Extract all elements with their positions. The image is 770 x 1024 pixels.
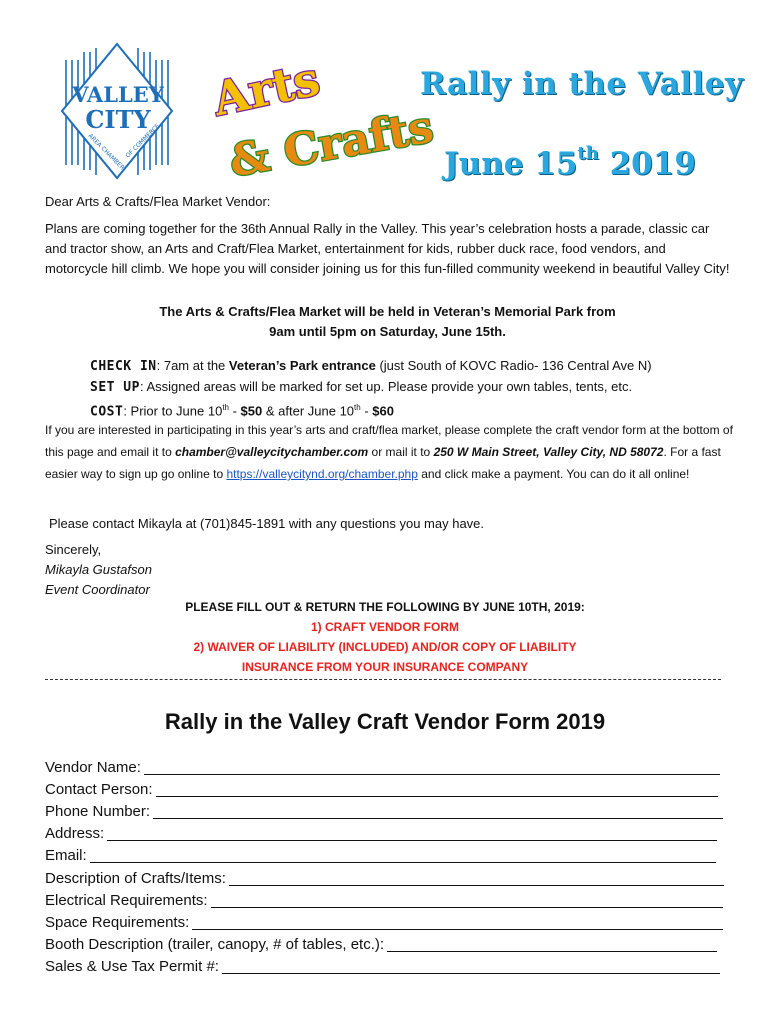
- svg-text:VALLEY: VALLEY: [72, 82, 164, 107]
- arts-and-crafts-logo: [206, 45, 438, 188]
- event-date: June 15th 2019: [444, 142, 696, 182]
- form-field-blank[interactable]: [90, 845, 716, 863]
- checkin-label: CHECK IN: [90, 359, 157, 374]
- checkin-line: CHECK IN: 7am at the Veteran’s Park entrance (just South of KOVC Radio- 136 Central Ave N): [90, 358, 652, 374]
- location-line-1: The Arts & Crafts/Flea Market will be held in Veteran’s Memorial Park from: [159, 304, 616, 319]
- signer-name: Mikayla Gustafson: [45, 562, 152, 577]
- form-field-blank[interactable]: [211, 890, 723, 908]
- instructions-heading: PLEASE FILL OUT & RETURN THE FOLLOWING BY JUNE 10TH, 2019:: [185, 600, 585, 614]
- instruction-item-2a: 2) WAIVER OF LIABILITY (INCLUDED) AND/OR COPY OF LIABILITY: [193, 640, 577, 654]
- form-field-blank[interactable]: [192, 912, 723, 930]
- form-field-blank[interactable]: [156, 779, 718, 797]
- signup-link[interactable]: https://valleycitynd.org/chamber.php: [226, 467, 418, 481]
- form-field-blank[interactable]: [387, 934, 717, 952]
- event-details: [90, 356, 740, 422]
- form-field-label: Contact Person:: [45, 781, 153, 799]
- form-row: [45, 868, 724, 890]
- valley-city-chamber-logo: [58, 40, 176, 182]
- closing: Sincerely,: [45, 542, 102, 557]
- form-field-label: Vendor Name:: [45, 759, 141, 776]
- location-line-2: 9am until 5pm on Saturday, June 15th.: [269, 324, 506, 339]
- form-field-label: Sales & Use Tax Permit #:: [45, 957, 219, 975]
- interest-paragraph: If you are interested in participating in this year’s arts and craft/flea market, please complete the craft vendor form at the bottom of this page and email it to chamber@valleycitychamber.com or mail it to 250 W Main Street, Valley City, ND 58072. For a fast easier way to sign up go online to https://valleycitynd.org/chamber.php and click make a payment. You can do it all online!: [45, 423, 733, 481]
- form-field-blank[interactable]: [107, 823, 717, 841]
- form-row: [45, 801, 723, 823]
- signature-block: [45, 540, 445, 600]
- form-field-blank[interactable]: [153, 801, 723, 819]
- svg-text:& Crafts: & Crafts: [225, 101, 438, 188]
- instruction-item-1: 1) CRAFT VENDOR FORM: [311, 620, 459, 634]
- form-field-blank[interactable]: [144, 757, 720, 775]
- setup-label: SET UP: [90, 380, 140, 395]
- return-instructions: [0, 597, 770, 677]
- svg-text:CITY: CITY: [85, 105, 151, 134]
- salutation: Dear Arts & Crafts/Flea Market Vendor:: [45, 194, 271, 209]
- cut-line-divider: [45, 679, 721, 680]
- mailing-address: 250 W Main Street, Valley City, ND 58072: [433, 445, 664, 459]
- cost-line: COST: Prior to June 10th - $50 & after June 10th - $60: [90, 403, 394, 420]
- signer-title: Event Coordinator: [45, 582, 150, 597]
- form-row: [45, 956, 720, 978]
- form-row: [45, 845, 716, 867]
- form-row: [45, 890, 723, 912]
- event-title: Rally in the Valley: [420, 66, 744, 102]
- svg-text:Arts: Arts: [208, 51, 325, 127]
- form-row: [45, 823, 717, 845]
- form-row: [45, 912, 723, 934]
- svg-text:AREA CHAMBER: AREA CHAMBER: [86, 132, 126, 172]
- vendor-form-title: Rally in the Valley Craft Vendor Form 2019: [164, 709, 606, 734]
- instruction-item-2b: INSURANCE FROM YOUR INSURANCE COMPANY: [241, 660, 529, 674]
- svg-text:OF COMMERCE: OF COMMERCE: [124, 122, 162, 160]
- form-field-label: Email:: [45, 847, 87, 865]
- form-row: [45, 779, 718, 801]
- late-price: $60: [372, 403, 394, 419]
- market-location: [45, 302, 730, 342]
- form-field-blank[interactable]: [222, 956, 720, 974]
- cost-label: COST: [90, 404, 124, 420]
- form-field-label: Description of Crafts/Items:: [45, 869, 226, 887]
- form-field-blank[interactable]: [229, 868, 724, 886]
- form-field-label: Phone Number:: [45, 803, 151, 821]
- form-field-label: Space Requirements:: [45, 913, 190, 931]
- chamber-email[interactable]: chamber@valleycitychamber.com: [175, 445, 369, 459]
- letter: [45, 192, 730, 279]
- form-field-label: Address:: [45, 825, 105, 843]
- early-price: $50: [240, 403, 263, 419]
- contact-line: Please contact Mikayla at (701)845-1891 with any questions you may have.: [49, 516, 485, 531]
- form-row: [45, 757, 720, 779]
- intro-paragraph: Plans are coming together for the 36th Annual Rally in the Valley. This year’s celebration hosts a parade, classic car and tractor show, an Arts and Craft/Flea Market, entertainment for kids, rubber duck race, food vendors, and motorcycle hill climb. We hope you will consider joining us for this fun-filled community weekend in beautiful Valley City!: [45, 221, 730, 276]
- form-row: [45, 934, 717, 956]
- form-field-label: Electrical Requirements:: [45, 891, 208, 909]
- setup-line: SET UP: Assigned areas will be marked for set up. Please provide your own tables, tents, etc.: [90, 379, 633, 395]
- form-field-label: Booth Description (trailer, canopy, # of tables, etc.):: [45, 935, 385, 953]
